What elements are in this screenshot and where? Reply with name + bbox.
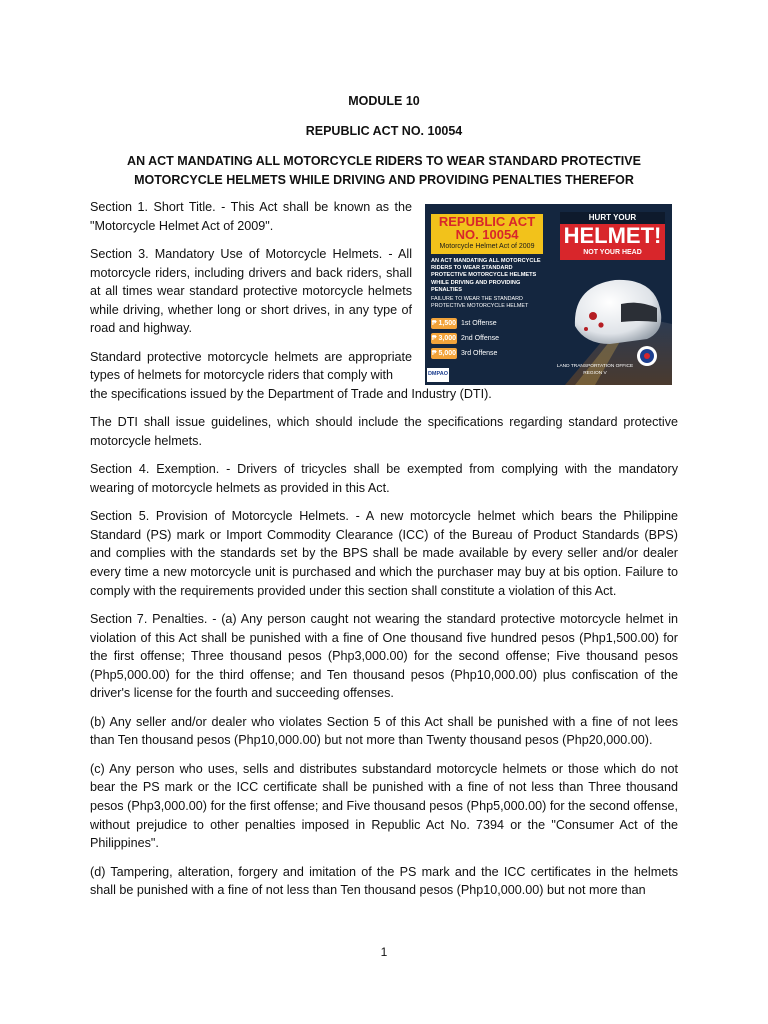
- poster-ra-no: NO. 10054: [455, 227, 519, 242]
- poster-fine-1-offense: 1st Offense: [461, 320, 497, 327]
- poster-office: LAND TRANSPORTATION OFFICE: [556, 364, 634, 369]
- poster-fine-3-amount: ₱ 5,000: [431, 350, 457, 357]
- dti-guidelines-paragraph: The DTI shall issue guidelines, which should include the specifications regarding standard protective motorcycle helmets.: [90, 415, 678, 448]
- helmet-act-poster: [425, 204, 672, 385]
- section-7c-paragraph: (c) Any person who uses, sells and distributes substandard motorcycle helmets or those which do not bear the PS mark or the ICC certificate shall be punished with a fine of not less than Three thousand pesos (Php3,000.00) for the first offense; and Five thousand pesos (Php5,000.00) for the second offense, without prejudice to other penalties imposed in Republic Act No. 7394 or the "Consumer Act of the Philippines".: [90, 761, 678, 851]
- lto-seal-icon: [637, 346, 657, 366]
- module-heading: MODULE 10: [348, 94, 420, 108]
- poster-fine-2-amount: ₱ 3,000: [431, 335, 457, 342]
- section-1-paragraph: Section 1. Short Title. - This Act shall be known as the "Motorcycle Helmet Act of 2009".: [90, 200, 412, 233]
- act-title: AN ACT MANDATING ALL MOTORCYCLE RIDERS TO WEAR STANDARD PROTECTIVE MOTORCYCLE HELMETS WHILE DRIVING AND PROVIDING PENALTIES THEREFOR: [127, 154, 641, 187]
- poster-republic-act: REPUBLIC ACT: [438, 214, 536, 229]
- poster-fine-1-amount: ₱ 1,500: [431, 320, 457, 327]
- standard-helmets-text-b: the specifications issued by the Department of Trade and Industry (DTI).: [90, 386, 492, 401]
- section-7a-paragraph: Section 7. Penalties. - (a) Any person caught not wearing the standard protective motorcycle helmet in violation of this Act shall be punished with a fine of One thousand five hundred pesos (Php1,500.00) for the first offense; Three thousand pesos (Php3,000.00) for the second offense; Five thousand pesos (Php5,000.00) for the third offense; and Ten thousand pesos (Php10,000.00) plus confiscation of the driver's license for the fourth and succeeding offenses.: [90, 612, 678, 701]
- poster-fine-2-offense: 2nd Offense: [461, 335, 500, 342]
- section-3-paragraph: Section 3. Mandatory Use of Motorcycle Helmets. - All motorcycle riders, including drivers and back riders, shall at all times wear standard protective motorcycle helmets while driving, whether long or short drives, in any type of road and highway.: [90, 246, 412, 336]
- section-7d-paragraph: (d) Tampering, alteration, forgery and imitation of the PS mark and the ICC certificates in the helmets shall be punished with a fine of not less than Ten thousand pesos (Php10,000.00) but not more than: [90, 864, 678, 898]
- poster-not-your-head: NOT YOUR HEAD: [583, 249, 642, 256]
- section-5-paragraph: Section 5. Provision of Motorcycle Helmets. - A new motorcycle helmet which bears the Philippine Standard (PS) mark or Import Commodity Clearance (ICC) of the Bureau of Product Standards (BPS) and complies with the standards set by the BPS shall be made available by every seller and/or dealer every time a new motorcycle unit is purchased and which the purchaser may buy at bis option. Failure to comply with the requirements provided under this section shall constitute a violation of this Act.: [90, 509, 678, 598]
- poster-description: AN ACT MANDATING ALL MOTORCYCLE RIDERS TO WEAR STANDARD PROTECTIVE MOTORCYCLE HELMETS WHILE DRIVING AND PROVIDING PENALTIES: [431, 258, 541, 293]
- poster-subtitle: Motorcycle Helmet Act of 2009: [439, 243, 535, 250]
- standard-helmets-text-a: Standard protective motorcycle helmets are appropriate types of helmets for motorcycle riders that comply with: [90, 349, 412, 383]
- section-4-paragraph: Section 4. Exemption. - Drivers of tricycles shall be exempted from complying with the mandatory wearing of motorcycle helmets as provided in this Act.: [90, 462, 678, 495]
- poster-fine-3-offense: 3rd Offense: [461, 350, 498, 357]
- poster-failure: FAILURE TO WEAR THE STANDARD PROTECTIVE MOTORCYCLE HELMET: [431, 296, 529, 309]
- poster-dmpao: DMPAO: [427, 371, 449, 377]
- poster-helmet-word: HELMET!: [563, 223, 662, 248]
- section-7b-paragraph: (b) Any seller and/or dealer who violates Section 5 of this Act shall be punished with a fine of not lees than Ten thousand pesos (Php10,000.00) but not more than Twenty thousand pesos (Php20,000.00).: [90, 714, 678, 748]
- page-number: 1: [380, 945, 388, 959]
- poster-region: REGION V: [583, 371, 607, 376]
- ra-number-heading: REPUBLIC ACT NO. 10054: [305, 124, 463, 138]
- poster-hurt-your: HURT YOUR: [588, 213, 637, 222]
